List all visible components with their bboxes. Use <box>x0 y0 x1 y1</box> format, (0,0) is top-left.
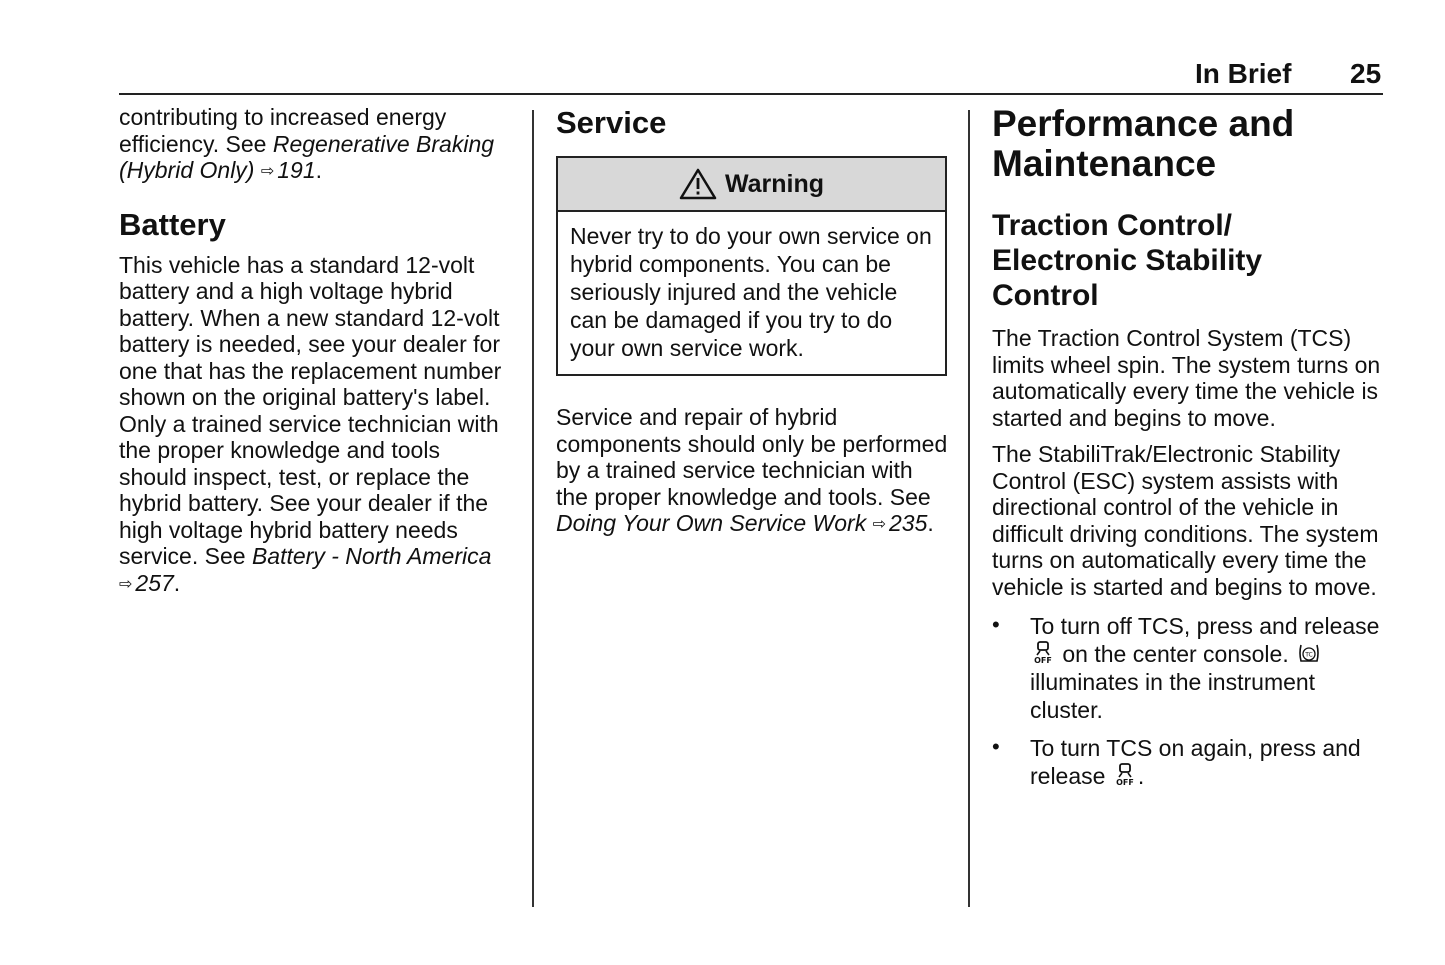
tcs-paragraph: The Traction Control System (TCS) limits wheel spin. The system turns on automatically every time the vehicle is started and begins to move. <box>992 325 1381 431</box>
battery-north-america-link[interactable]: Battery - North America <box>251 543 492 569</box>
header-rule <box>119 93 1383 95</box>
performance-maintenance-heading: Performance and Maintenance <box>992 103 1295 184</box>
column-2 <box>556 104 951 539</box>
warning-title: Warning <box>724 169 825 198</box>
traction-off-button-icon <box>1114 763 1136 787</box>
doing-own-service-link[interactable]: Doing Your Own Service Work <box>556 510 867 536</box>
warning-header <box>558 158 945 212</box>
page-ref-arrow-icon: ⇨ <box>119 575 133 593</box>
list-item <box>992 612 1392 724</box>
page-ref-235[interactable]: 235 <box>889 510 928 536</box>
battery-paragraph: This vehicle has a standard 12-volt battery and a high voltage hybrid battery. When a new standard 12-volt battery is needed, see your dealer for one that has the replacement number shown on the original battery's label. Only a trained service technician with the proper knowledge and tools should inspect, test, or replace the hybrid battery. See your dealer if the high voltage hybrid battery needs service. See Battery - North America ⇨ 257. <box>119 251 502 596</box>
bullet-text-turn-on: To turn TCS on again, press and release OFF . <box>1030 735 1361 789</box>
column-divider-1 <box>532 110 534 907</box>
page-header-title: In Brief <box>1195 58 1292 89</box>
intro-paragraph: contributing to increased energy efficiency. See Regenerative Braking (Hybrid Only) ⇨ 191. <box>119 104 495 183</box>
svg-text:OFF: OFF <box>1115 778 1134 787</box>
warning-triangle-icon <box>679 168 717 200</box>
page-ref-arrow-icon: ⇨ <box>872 516 886 533</box>
service-paragraph: Service and repair of hybrid components should only be performed by a trained service technician with the proper knowledge and tools. See Doing Your Own Service Work ⇨ 235. <box>556 404 948 536</box>
esc-paragraph: The StabiliTrak/Electronic Stability Control (ESC) system assists with directional control of the vehicle in difficult driving conditions. The system turns on automatically every time the vehicle is started and begins to move. <box>992 441 1379 600</box>
traction-control-heading: Traction Control/ Electronic Stability Control <box>992 209 1263 312</box>
regenerative-braking-link[interactable]: Regenerative Braking (Hybrid Only) <box>119 130 495 183</box>
column-3 <box>992 104 1392 790</box>
page-ref-257[interactable]: 257 <box>135 569 174 596</box>
svg-text:OFF: OFF <box>1034 656 1052 665</box>
traction-off-button-icon <box>1032 641 1054 665</box>
column-1 <box>119 104 504 598</box>
page-ref-191[interactable]: 191 <box>277 157 316 183</box>
svg-text:TC: TC <box>1305 651 1313 659</box>
bullet-icon: • <box>992 734 1000 759</box>
battery-heading: Battery <box>119 206 226 242</box>
page-ref-arrow-icon: ⇨ <box>260 163 275 180</box>
warning-box <box>556 156 947 376</box>
bullet-text-turn-off: To turn off TCS, press and release OFF on the center console. TC illuminates in the instrument cluster. <box>1030 613 1380 723</box>
service-heading: Service <box>556 105 667 140</box>
tcs-indicator-icon <box>1297 641 1321 665</box>
bullet-icon: • <box>992 612 1000 637</box>
warning-text: Never try to do your own service on hybrid components. You can be seriously injured and the vehicle can be damaged if you try to do your own service work. <box>570 223 932 361</box>
column-divider-2 <box>968 110 970 907</box>
page-number: 25 <box>1350 58 1382 89</box>
list-item <box>992 734 1392 790</box>
